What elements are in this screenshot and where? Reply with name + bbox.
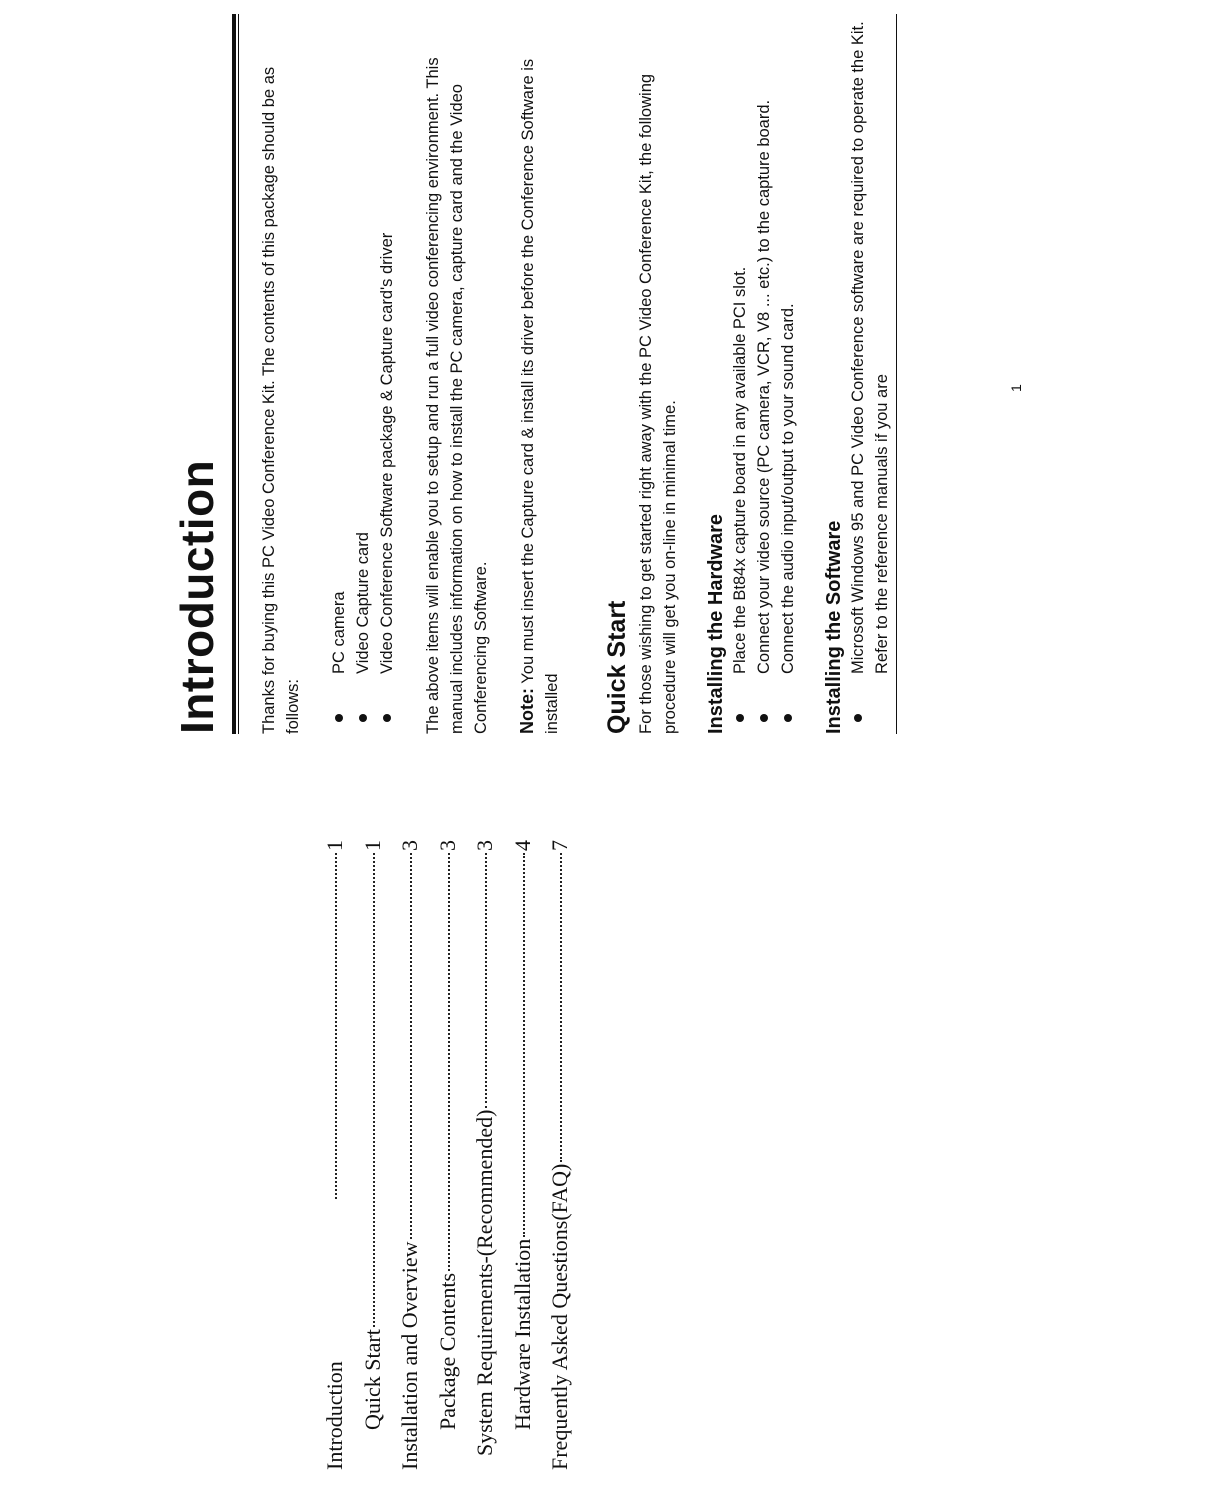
toc-leader-dots: [560, 853, 562, 1162]
toc-entry[interactable]: [322, 840, 360, 1470]
toc-entry[interactable]: [435, 840, 473, 1470]
bullet-icon: [760, 714, 768, 722]
intro-paragraph: The above items will enable you to setup and run a full video conferencing environment. This manual includes information on how to install the PC camera, capture card and the Video Conferencing Software.: [424, 57, 490, 734]
toc-page-number: 1: [359, 840, 385, 851]
toc-label: Installation and Overview: [397, 1241, 422, 1470]
toc-leader-dots: [485, 853, 487, 1108]
list-item: [327, 9, 351, 734]
toc-entry[interactable]: [360, 840, 398, 1470]
hardware-steps-list: [728, 9, 800, 734]
software-steps-list: [846, 9, 894, 734]
bullet-icon: [736, 714, 744, 722]
list-item-text: PC camera: [330, 591, 348, 674]
bullet-icon: [854, 714, 862, 722]
list-item: [776, 9, 800, 734]
toc-leader-dots: [523, 853, 525, 1237]
list-item-text: Video Capture card: [354, 532, 372, 674]
toc-entry[interactable]: [510, 840, 548, 1470]
package-contents-list: [327, 9, 399, 734]
toc-leader-dots: [410, 853, 412, 1240]
bottom-rule: [896, 14, 897, 734]
list-item-text: Connect your video source (PC camera, VCR, V8 ... etc.) to the capture board.: [755, 99, 773, 674]
toc-page-number: 7: [547, 840, 572, 851]
toc-leader-dots: [335, 853, 337, 1199]
list-item-text: Microsoft Windows 95 and PC Video Conference software are required to operate the Kit. Refer to the reference manuals if you are: [849, 21, 891, 674]
list-item: [752, 9, 776, 734]
subheading-software: Installing the Software: [823, 520, 845, 734]
page-title: Introduction: [171, 459, 223, 734]
toc-label: Quick Start: [359, 1329, 385, 1430]
toc-page-number: 4: [509, 840, 535, 851]
bullet-icon: [383, 714, 391, 722]
table-of-contents: [322, 840, 585, 1470]
list-item-text: Video Conference Software package & Capture card's driver: [378, 232, 396, 674]
list-item: [846, 9, 894, 734]
list-item: [351, 9, 375, 734]
toc-label: Introduction: [322, 1361, 347, 1470]
title-rule-thin: [238, 14, 239, 734]
introduction-section: [170, 9, 897, 744]
toc-label: System Requirements-(Recommended): [472, 1109, 497, 1456]
intro-paragraph: Thanks for buying this PC Video Conference Kit. The contents of this package should be as follows:: [260, 66, 302, 734]
section-heading-quick-start: Quick Start: [603, 600, 631, 734]
toc-label: Hardware Installation: [509, 1238, 535, 1430]
note-label: Note:: [517, 688, 537, 734]
bullet-icon: [784, 714, 792, 722]
toc-entry[interactable]: [472, 840, 510, 1470]
toc-leader-dots: [448, 853, 450, 1271]
subheading-hardware: Installing the Hardware: [705, 513, 727, 734]
toc-label: Package Contents: [434, 1272, 460, 1430]
toc-entry[interactable]: [547, 840, 585, 1470]
toc-page-number: 1: [322, 840, 347, 851]
toc-page-number: 3: [472, 840, 497, 851]
list-item: [375, 9, 399, 734]
list-item: [728, 9, 752, 734]
bullet-icon: [359, 714, 367, 722]
list-item-text: Place the Bt84x capture board in any available PCI slot.: [731, 266, 749, 674]
note-paragraph: [515, 9, 564, 734]
list-item-text: Connect the audio input/output to your sound card.: [779, 303, 797, 674]
title-rule: [232, 14, 236, 734]
note-text: You must insert the Capture card & install its driver before the Conference Software is installed: [519, 58, 561, 734]
page-number: 1: [1008, 384, 1024, 392]
toc-page-number: 3: [397, 840, 422, 851]
bullet-icon: [335, 714, 343, 722]
toc-leader-dots: [373, 853, 375, 1327]
toc-page-number: 3: [434, 840, 460, 851]
quick-start-paragraph: For those wishing to get started right away with the PC Video Conference Kit, the following procedure will get you on-line in minimal time.: [637, 73, 679, 734]
toc-entry[interactable]: [397, 840, 435, 1470]
toc-label: Frequently Asked Questions(FAQ): [547, 1163, 572, 1470]
